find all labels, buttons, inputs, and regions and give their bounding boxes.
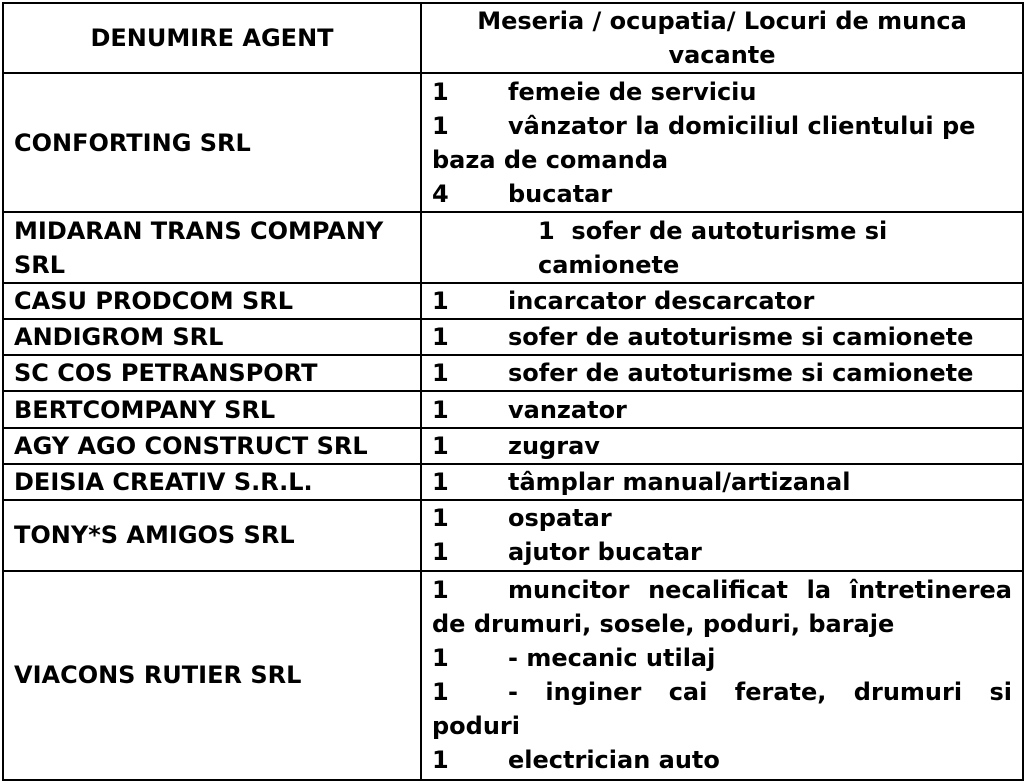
job-line xyxy=(432,535,1012,569)
agent-name: CASU PRODCOM SRL xyxy=(3,283,421,319)
table-header-row xyxy=(3,3,1023,73)
agent-name: VIACONS RUTIER SRL xyxy=(3,571,421,780)
table-row xyxy=(3,212,1023,282)
table-row xyxy=(3,355,1023,391)
job-line xyxy=(432,109,1012,177)
job-title: sofer de autoturisme si camionete xyxy=(508,359,974,388)
job-title: vanzator xyxy=(508,395,627,424)
job-title: zugrav xyxy=(508,431,600,460)
job-count: 1 xyxy=(432,359,449,388)
jobs-cell xyxy=(421,73,1023,212)
job-title: sofer de autoturisme si camionete xyxy=(508,323,974,352)
job-title: electrician auto xyxy=(508,746,720,775)
job-count: 1 xyxy=(432,576,449,605)
job-title: vânzator la domiciliul clientului pe baza de comanda xyxy=(432,111,976,174)
job-title: - mecanic utilaj xyxy=(508,644,716,673)
job-line xyxy=(432,675,1012,743)
jobs-cell xyxy=(421,500,1023,570)
job-line xyxy=(432,75,1012,109)
job-count: 1 xyxy=(432,395,449,424)
table-row xyxy=(3,428,1023,464)
header-jobs: Meseria / ocupatia/ Locuri de munca vacante xyxy=(421,3,1023,73)
agent-name: ANDIGROM SRL xyxy=(3,319,421,355)
job-count: 1 xyxy=(432,678,449,707)
job-line xyxy=(432,429,1012,463)
job-title: sofer de autoturisme si camionete xyxy=(538,216,888,279)
jobs-cell xyxy=(421,428,1023,464)
table-row xyxy=(3,319,1023,355)
table-row xyxy=(3,500,1023,570)
job-line xyxy=(432,573,1012,641)
job-title: ajutor bucatar xyxy=(508,538,702,567)
job-count: 1 xyxy=(432,111,449,140)
job-count: 1 xyxy=(538,216,555,245)
job-line xyxy=(432,284,1012,318)
job-count: 1 xyxy=(432,77,449,106)
job-line xyxy=(432,177,1012,211)
job-title: ospatar xyxy=(508,504,612,533)
jobs-cell xyxy=(421,571,1023,780)
jobs-cell xyxy=(421,319,1023,355)
job-line xyxy=(432,501,1012,535)
jobs-cell xyxy=(421,355,1023,391)
agent-name: DEISIA CREATIV S.R.L. xyxy=(3,464,421,500)
job-line xyxy=(432,641,1012,675)
job-count: 1 xyxy=(432,431,449,460)
job-title: - inginer cai ferate, drumuri si poduri xyxy=(432,678,1012,741)
job-title: muncitor necalificat la întretinerea de drumuri, sosele, poduri, baraje xyxy=(432,576,1012,639)
agent-name: MIDARAN TRANS COMPANY SRL xyxy=(3,212,421,282)
jobs-cell xyxy=(421,464,1023,500)
table-row xyxy=(3,283,1023,319)
job-line xyxy=(538,214,1012,282)
agent-name: SC COS PETRANSPORT xyxy=(3,355,421,391)
jobs-cell xyxy=(421,283,1023,319)
header-agent: DENUMIRE AGENT xyxy=(3,3,421,73)
job-line xyxy=(432,743,1012,777)
vacancies-table xyxy=(2,2,1024,781)
job-line xyxy=(432,356,1012,390)
table-row xyxy=(3,464,1023,500)
table-row xyxy=(3,571,1023,780)
agent-name: CONFORTING SRL xyxy=(3,73,421,212)
job-count: 1 xyxy=(432,504,449,533)
job-title: tâmplar manual/artizanal xyxy=(508,468,851,496)
table-row xyxy=(3,73,1023,212)
jobs-cell xyxy=(421,212,1023,282)
job-title: incarcator descarcator xyxy=(508,286,815,315)
table-row xyxy=(3,391,1023,427)
job-count: 4 xyxy=(432,179,449,208)
job-line xyxy=(432,320,1012,354)
job-count: 1 xyxy=(432,538,449,567)
job-line xyxy=(432,465,1012,499)
jobs-cell xyxy=(421,391,1023,427)
agent-name: BERTCOMPANY SRL xyxy=(3,391,421,427)
job-count: 1 xyxy=(432,644,449,673)
job-count: 1 xyxy=(432,746,449,775)
job-title: bucatar xyxy=(508,179,613,208)
job-count: 1 xyxy=(432,323,449,352)
job-line xyxy=(432,393,1012,427)
agent-name: TONY*S AMIGOS SRL xyxy=(3,500,421,570)
agent-name: AGY AGO CONSTRUCT SRL xyxy=(3,428,421,464)
job-count: 1 xyxy=(432,468,449,496)
job-title: femeie de serviciu xyxy=(508,77,757,106)
job-count: 1 xyxy=(432,286,449,315)
